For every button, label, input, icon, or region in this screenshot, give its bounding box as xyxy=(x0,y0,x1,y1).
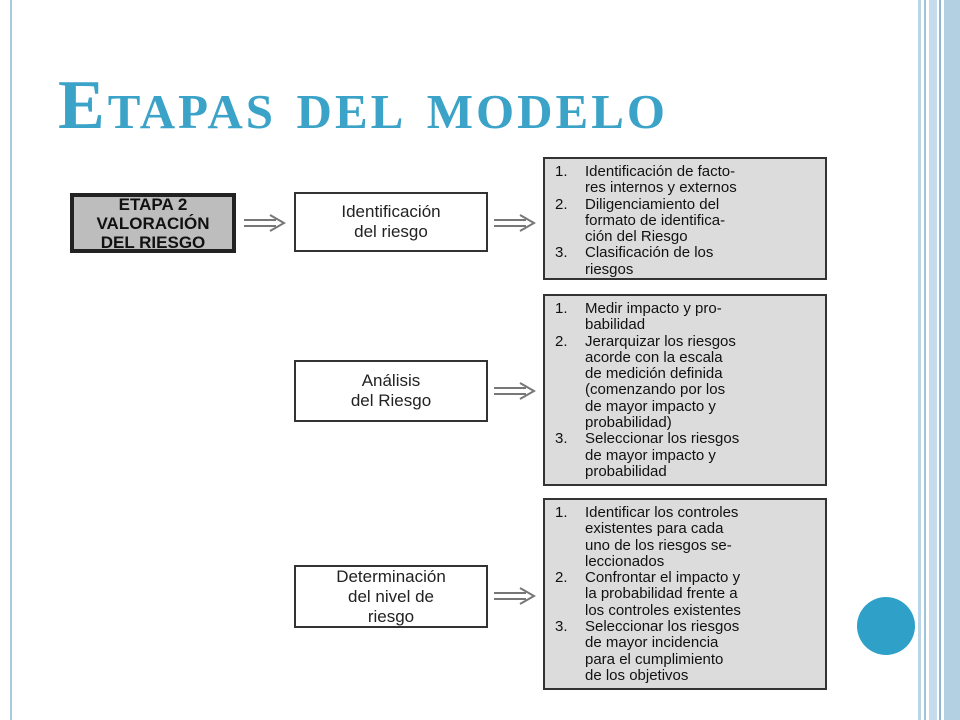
double-arrow-icon xyxy=(494,214,536,232)
list-item xyxy=(555,301,819,334)
item-number: 3. xyxy=(555,430,568,448)
item-number: 2. xyxy=(555,195,568,213)
item-number: 3. xyxy=(555,244,568,262)
item-text: Seleccionar los riesgos de mayor incidencia para el cumplimiento de los objetivos xyxy=(585,618,740,684)
double-arrow-icon xyxy=(494,587,536,605)
slide-title: Etapas del modelo xyxy=(58,67,669,144)
detail-box-determinacion xyxy=(543,498,827,690)
step-box-identificacion: Identificación del riesgo xyxy=(294,192,488,252)
step-box-analisis: Análisis del Riesgo xyxy=(294,360,488,422)
detail-list xyxy=(555,505,819,684)
list-item xyxy=(555,570,819,619)
list-item xyxy=(555,334,819,432)
item-text: Confrontar el impacto y la probabilidad frente a los controles existentes xyxy=(585,569,741,619)
item-number: 3. xyxy=(555,618,568,636)
item-text: Identificación de facto- res internos y externos xyxy=(585,163,737,197)
list-item xyxy=(555,431,819,480)
detail-box-analisis xyxy=(543,294,827,486)
item-text: Identificar los controles existentes para cada uno de los riesgos se- leccionados xyxy=(585,504,739,570)
double-arrow-icon xyxy=(494,382,536,400)
item-text: Diligenciamiento del formato de identifica- ción del Riesgo xyxy=(585,195,726,246)
slide-frame-right-stripe xyxy=(918,0,921,720)
item-text: Medir impacto y pro- babilidad xyxy=(585,300,722,334)
slide-frame-right-stripe xyxy=(944,0,960,720)
item-text: Seleccionar los riesgos de mayor impacto y probabilidad xyxy=(585,430,740,480)
list-item xyxy=(555,505,819,570)
item-number: 2. xyxy=(555,332,568,350)
list-item xyxy=(555,164,819,197)
list-item xyxy=(555,197,819,246)
step-box-determinacion: Determinación del nivel de riesgo xyxy=(294,565,488,628)
item-number: 2. xyxy=(555,569,568,587)
detail-list xyxy=(555,164,819,278)
decorative-circle xyxy=(857,597,915,655)
stage-box: ETAPA 2 VALORACIÓN DEL RIESGO xyxy=(70,193,236,253)
item-number: 1. xyxy=(555,163,568,180)
slide-frame-right-stripe xyxy=(939,0,941,720)
slide-frame-right-stripe xyxy=(924,0,926,720)
double-arrow-icon xyxy=(244,214,286,232)
slide-frame-right-stripe xyxy=(929,0,937,720)
item-text: Jerarquizar los riesgos acorde con la escala de medición definida (comenzando por los de mayor impacto y probabilidad) xyxy=(585,332,736,432)
item-number: 1. xyxy=(555,300,568,317)
detail-box-identificacion xyxy=(543,157,827,280)
item-number: 1. xyxy=(555,504,568,521)
list-item xyxy=(555,619,819,684)
slide-frame-left-line xyxy=(10,0,12,720)
item-text: Clasificación de los riesgos xyxy=(585,244,714,278)
detail-list xyxy=(555,301,819,480)
list-item xyxy=(555,245,819,278)
